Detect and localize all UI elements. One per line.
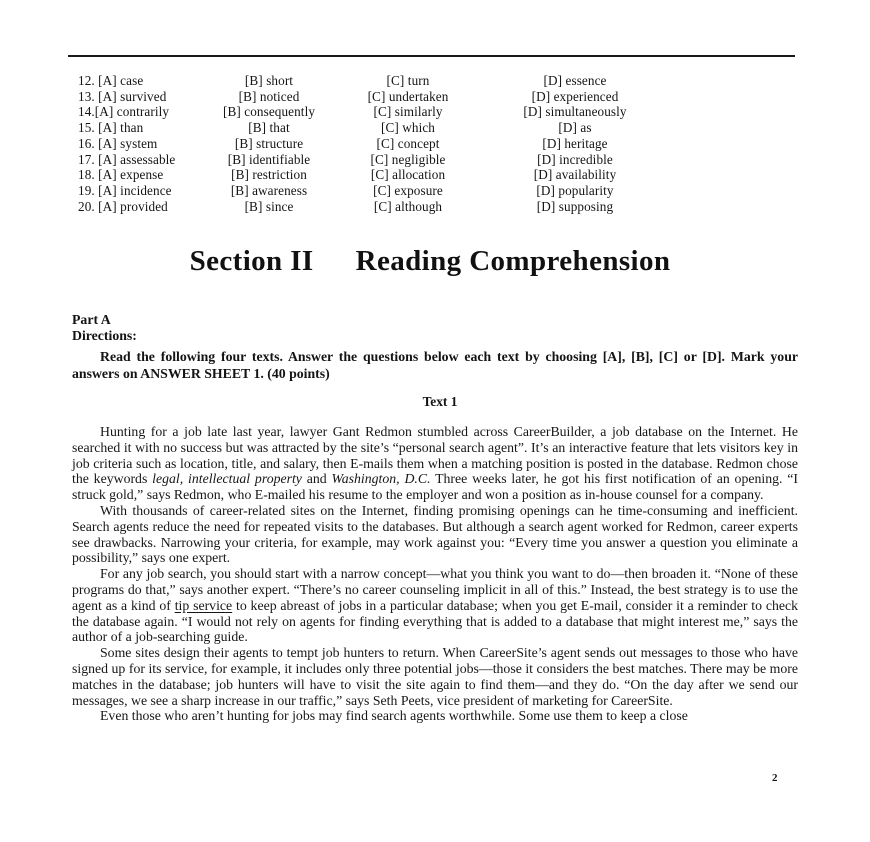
- italic-keywords: Washington, D.C.: [331, 471, 431, 487]
- answer-options-list: [78, 73, 664, 214]
- option-b: [B] identifiable: [227, 151, 311, 167]
- option-d: [D] as: [558, 120, 592, 136]
- option-b: [B] awareness: [230, 182, 308, 198]
- part-a-label: Part A: [72, 312, 111, 327]
- option-row-18: [78, 167, 664, 183]
- option-c: [C] although: [373, 198, 443, 214]
- passage-paragraph-5: Even those who aren’t hunting for jobs may find search agents worthwhile. Some use them to keep a close: [100, 708, 688, 724]
- option-row-20: [78, 199, 664, 215]
- part-a-block: [72, 312, 798, 382]
- option-c: [C] similarly: [373, 104, 443, 120]
- option-c: [C] turn: [386, 73, 430, 88]
- passage-paragraph-1: [72, 424, 798, 503]
- option-row-15: [78, 120, 664, 136]
- header-rule: [68, 55, 795, 57]
- section-heading: [0, 245, 860, 278]
- option-row-16: [78, 136, 664, 152]
- option-c: [C] exposure: [373, 182, 443, 198]
- italic-keywords: legal, intellectual property: [152, 471, 302, 487]
- option-row-12: [78, 73, 664, 89]
- option-b: [B] since: [244, 198, 294, 214]
- paragraph-text: and: [301, 471, 332, 487]
- option-c: [C] undertaken: [367, 88, 449, 104]
- option-c: [C] negligible: [370, 151, 446, 167]
- option-row-19: [78, 183, 664, 199]
- option-d: [D] simultaneously: [523, 104, 627, 120]
- section-title: Reading Comprehension: [355, 245, 671, 277]
- option-b: [B] that: [248, 120, 290, 136]
- option-c: [C] allocation: [370, 167, 446, 183]
- option-row-13: [78, 89, 664, 105]
- option-b: [B] structure: [234, 135, 304, 151]
- option-question-a: 19. [A] incidence: [78, 182, 172, 198]
- paragraph-text: For any job search, you should start with a narrow concept—what you think you want to do—then broaden it. “None of these programs do that,” says another expert. “There’s no career counseling implicit in all of this.” Instead, the best strategy is to use the agent as a kind of: [72, 566, 798, 613]
- passage-paragraph-4: Some sites design their agents to tempt job hunters to return. When CareerSite’s agent sends out messages to those who have signed up for its service, for example, it includes only three potential jobs—those it considers the best matches. There may be more matches in the database; job hunters will have to visit the site again to find them—and they do. “On the day after we send our messages, we see a sharp increase in our traffic,” says Seth Peets, vice president of marketing for CareerSite.: [72, 645, 798, 708]
- option-question-a: 13. [A] survived: [78, 88, 167, 104]
- passage-paragraph-2: With thousands of career-related sites on the Internet, finding promising openings can he time-consuming and inefficient. Search agents reduce the need for repeated visits to the databases. But although a search agent worked for Redmon, career experts see drawbacks. Narrowing your criteria, for example, may work against you: “Every time you answer a question you eliminate a possibility,” says one expert.: [72, 502, 798, 566]
- paragraph-text: to keep abreast of jobs in a particular database; when you get E-mail, consider it a reminder to check the database again. “I would not rely on agents for finding everything that is added to a database that might interest me,” says the author of a job-searching guide.: [72, 597, 798, 645]
- option-d: [D] experienced: [531, 88, 619, 104]
- option-d: [D] heritage: [542, 135, 608, 151]
- option-question-a: 16. [A] system: [78, 135, 158, 151]
- option-b: [B] consequently: [222, 104, 316, 120]
- option-d: [D] essence: [543, 73, 607, 88]
- option-d: [D] incredible: [537, 151, 613, 167]
- option-question-a: 12. [A] case: [78, 73, 144, 88]
- text1-title: Text 1: [422, 394, 458, 409]
- option-c: [C] which: [380, 120, 435, 136]
- option-row-14: [78, 104, 664, 120]
- option-b: [B] noticed: [238, 88, 300, 104]
- option-d: [D] supposing: [536, 198, 614, 214]
- reading-passage: [72, 424, 798, 724]
- option-question-a: 20. [A] provided: [78, 198, 168, 214]
- option-row-17: [78, 152, 664, 168]
- option-b: [B] restriction: [231, 167, 307, 183]
- section-number: Section II: [189, 245, 314, 277]
- option-d: [D] availability: [533, 167, 617, 183]
- paragraph-text: Hunting for a job late last year, lawyer Gant Redmon stumbled across CareerBuilder, a job database on the Internet. He searched it with no success but was attracted by the site’s “personal search agent”. It’s an interactive feature that lets visitors key in job criteria such as location, title, and salary, then E-mails them when a matching position is posted in the database. Redmon chose the keywords: [72, 424, 798, 487]
- option-question-a: 14.[A] contrarily: [78, 104, 170, 120]
- option-c: [C] concept: [376, 135, 440, 151]
- directions-label: Directions:: [72, 328, 137, 344]
- paragraph-text: Three weeks later, he got his first notification of an opening. “I struck gold,” says Redmon, who E-mailed his resume to the employer and won a position as in-house counsel for a company.: [72, 471, 798, 503]
- underlined-phrase: tip service: [174, 597, 233, 613]
- option-d: [D] popularity: [536, 182, 614, 198]
- directions-text: Read the following four texts. Answer the questions below each text by choosing [A], [B], [C] or [D]. Mark your answers on ANSWER SHEET 1. (40 points): [72, 349, 798, 381]
- page-number: 2: [772, 772, 778, 784]
- option-question-a: 18. [A] expense: [78, 167, 164, 183]
- passage-paragraph-3: [72, 566, 798, 645]
- option-question-a: 17. [A] assessable: [78, 151, 176, 167]
- option-question-a: 15. [A] than: [78, 120, 144, 136]
- option-b: [B] short: [244, 73, 294, 88]
